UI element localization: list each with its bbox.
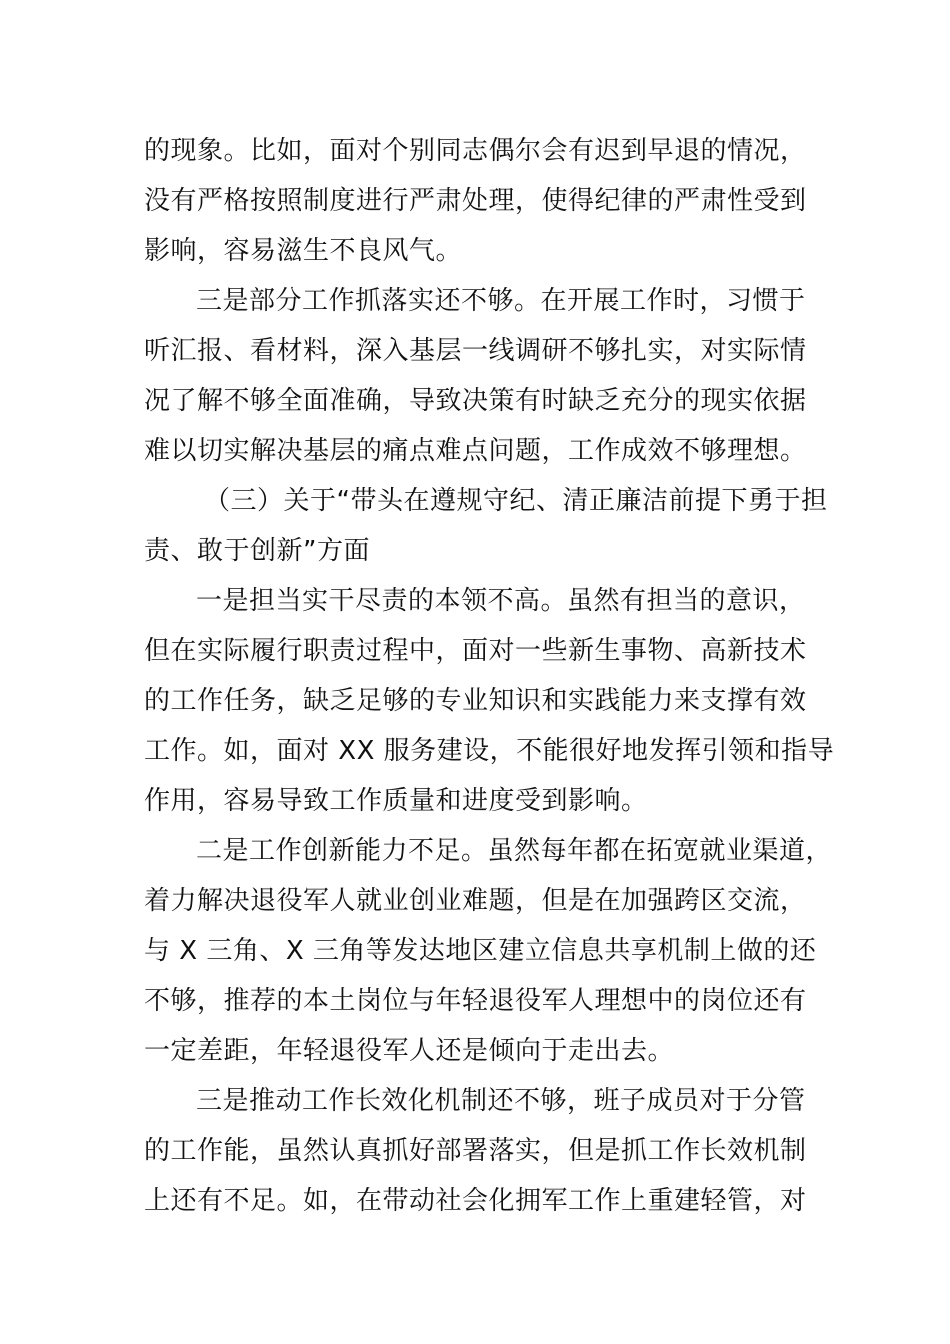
section-heading-line: 责、敢于创新”方面 xyxy=(144,536,370,566)
section-heading-line: （三）关于“带头在遵规守纪、清正廉洁前提下勇于担 xyxy=(204,486,828,516)
text-line: 的工作任务，缺乏足够的专业知识和实践能力来支撑有效 xyxy=(144,686,807,716)
document-body xyxy=(144,126,835,1226)
text-line: 影响，容易滋生不良风气。 xyxy=(144,236,463,266)
text-line: 没有严格按照制度进行严肃处理，使得纪律的严肃性受到 xyxy=(144,186,807,216)
text-line: 听汇报、看材料，深入基层一线调研不够扎实，对实际情 xyxy=(144,336,807,366)
text-line: 但在实际履行职责过程中，面对一些新生事物、高新技术 xyxy=(144,636,807,666)
text-line: 着力解决退役军人就业创业难题，但是在加强跨区交流， xyxy=(144,886,807,916)
text-line: 一定差距，年轻退役军人还是倾向于走出去。 xyxy=(144,1036,675,1066)
text-line: 不够，推荐的本土岗位与年轻退役军人理想中的岗位还有 xyxy=(144,986,807,1016)
paragraph-start-line: 一是担当实干尽责的本领不高。虽然有担当的意识， xyxy=(196,586,806,616)
text-line: 的现象。比如，面对个别同志偶尔会有迟到早退的情况， xyxy=(144,136,807,166)
text-line: 工作。如，面对 XX 服务建设，不能很好地发挥引领和指导 xyxy=(144,736,835,766)
paragraph-start-line: 三是推动工作长效化机制还不够，班子成员对于分管 xyxy=(196,1086,806,1116)
paragraph-start-line: 三是部分工作抓落实还不够。在开展工作时，习惯于 xyxy=(196,286,806,316)
text-line: 的工作能，虽然认真抓好部署落实，但是抓工作长效机制 xyxy=(144,1136,807,1166)
text-line: 难以切实解决基层的痛点难点问题，工作成效不够理想。 xyxy=(144,436,807,466)
text-line: 况了解不够全面准确，导致决策有时缺乏充分的现实依据 xyxy=(144,386,807,416)
text-line: 作用，容易导致工作质量和进度受到影响。 xyxy=(144,786,648,816)
text-line: 上还有不足。如，在带动社会化拥军工作上重建轻管，对 xyxy=(144,1186,807,1216)
paragraph-start-line: 二是工作创新能力不足。虽然每年都在拓宽就业渠道， xyxy=(196,836,833,866)
text-line: 与 X 三角、X 三角等发达地区建立信息共享机制上做的还 xyxy=(144,936,817,966)
